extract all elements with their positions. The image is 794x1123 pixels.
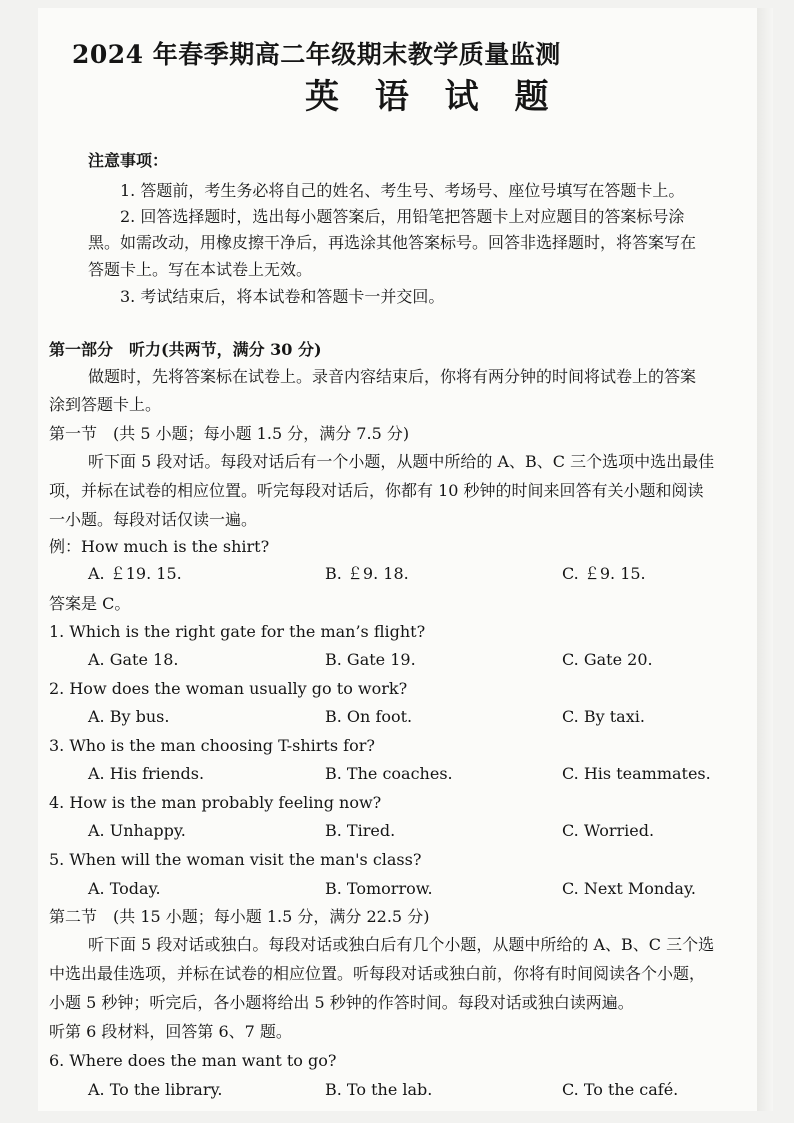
- question-text: 3. Who is the man choosing T-shirts for?: [49, 736, 375, 755]
- part-intro-line: 涂到答题卡上。: [49, 395, 162, 414]
- option-a: A. ￡19. 15.: [88, 564, 182, 583]
- option-c: C. By taxi.: [562, 707, 645, 726]
- option-a: A. His friends.: [88, 764, 205, 783]
- question-text: 4. How is the man probably feeling now?: [49, 793, 382, 812]
- question-text: 5. When will the woman visit the man's class?: [49, 850, 422, 869]
- option-a: A. To the library.: [88, 1080, 223, 1099]
- section-intro-line: 听下面 5 段对话。每段对话后有一个小题，从题中所给的 A、B、C 三个选项中选出最佳: [88, 452, 715, 471]
- option-b: B. Tired.: [325, 821, 396, 840]
- option-b: B. ￡9. 18.: [325, 564, 409, 583]
- option-a: A. Unhappy.: [88, 821, 186, 840]
- section-heading: 第二节 (共 15 小题；每小题 1.5 分，满分 22.5 分): [49, 907, 430, 926]
- option-c: C. Next Monday.: [562, 879, 696, 898]
- section-intro-line: 中选出最佳选项，并标在试卷的相应位置。听每段对话或独白前，你将有时间阅读各个小题，: [49, 964, 706, 983]
- question-text: 6. Where does the man want to go?: [49, 1051, 337, 1070]
- option-b: B. The coaches.: [325, 764, 453, 783]
- part-intro-line: 做题时，先将答案标在试卷上。录音内容结束后，你将有两分钟的时间将试卷上的答案: [88, 367, 697, 386]
- option-c: C. His teammates.: [562, 764, 711, 783]
- notice-line: 3. 考试结束后，将本试卷和答题卡一并交回。: [120, 287, 445, 306]
- option-c: C. Gate 20.: [562, 650, 653, 669]
- notice-line: 2. 回答选择题时，选出每小题答案后，用铅笔把答题卡上对应题目的答案标号涂: [120, 207, 685, 226]
- part-heading: 第一部分 听力(共两节，满分 30 分): [49, 340, 322, 359]
- option-c: C. Worried.: [562, 821, 655, 840]
- section-intro-line: 小题 5 秒钟；听完后，各小题将给出 5 秒钟的作答时间。每段对话或独白读两遍。: [49, 993, 634, 1012]
- section-intro-line: 一小题。每段对话仅读一遍。: [49, 510, 258, 529]
- option-c: C. ￡9. 15.: [562, 564, 646, 583]
- question-text: 2. How does the woman usually go to work?: [49, 679, 408, 698]
- notice-line: 1. 答题前，考生务必将自己的姓名、考生号、考场号、座位号填写在答题卡上。: [120, 181, 685, 200]
- section-intro-line: 听下面 5 段对话或独白。每段对话或独白后有几个小题，从题中所给的 A、B、C 三个选: [88, 935, 715, 954]
- option-a: A. Today.: [88, 879, 161, 898]
- question-text: 1. Which is the right gate for the man’s flight?: [49, 622, 426, 641]
- notice-line: 黑。如需改动，用橡皮擦干净后，再选涂其他答案标号。回答非选择题时，将答案写在: [88, 233, 697, 252]
- material-instruction: 听第 6 段材料，回答第 6、7 题。: [49, 1022, 292, 1041]
- exam-title: 2024 年春季期高二年级期末教学质量监测: [72, 40, 561, 69]
- paper-edge: [757, 8, 773, 1111]
- option-a: A. By bus.: [88, 707, 170, 726]
- option-b: B. Tomorrow.: [325, 879, 433, 898]
- section-heading: 第一节 (共 5 小题；每小题 1.5 分，满分 7.5 分): [49, 424, 410, 443]
- option-b: B. Gate 19.: [325, 650, 416, 669]
- option-b: B. To the lab.: [325, 1080, 433, 1099]
- option-b: B. On foot.: [325, 707, 413, 726]
- notice-line: 答题卡上。写在本试卷上无效。: [88, 260, 313, 279]
- option-c: C. To the café.: [562, 1080, 679, 1099]
- subject-title: 英 语 试 题: [305, 77, 561, 117]
- option-a: A. Gate 18.: [88, 650, 179, 669]
- section-intro-line: 项，并标在试卷的相应位置。听完每段对话后，你都有 10 秒钟的时间来回答有关小题和阅读: [49, 481, 704, 500]
- notice-heading: 注意事项：: [88, 151, 169, 170]
- example-answer: 答案是 C。: [49, 594, 131, 613]
- example-question: 例：How much is the shirt?: [49, 537, 270, 556]
